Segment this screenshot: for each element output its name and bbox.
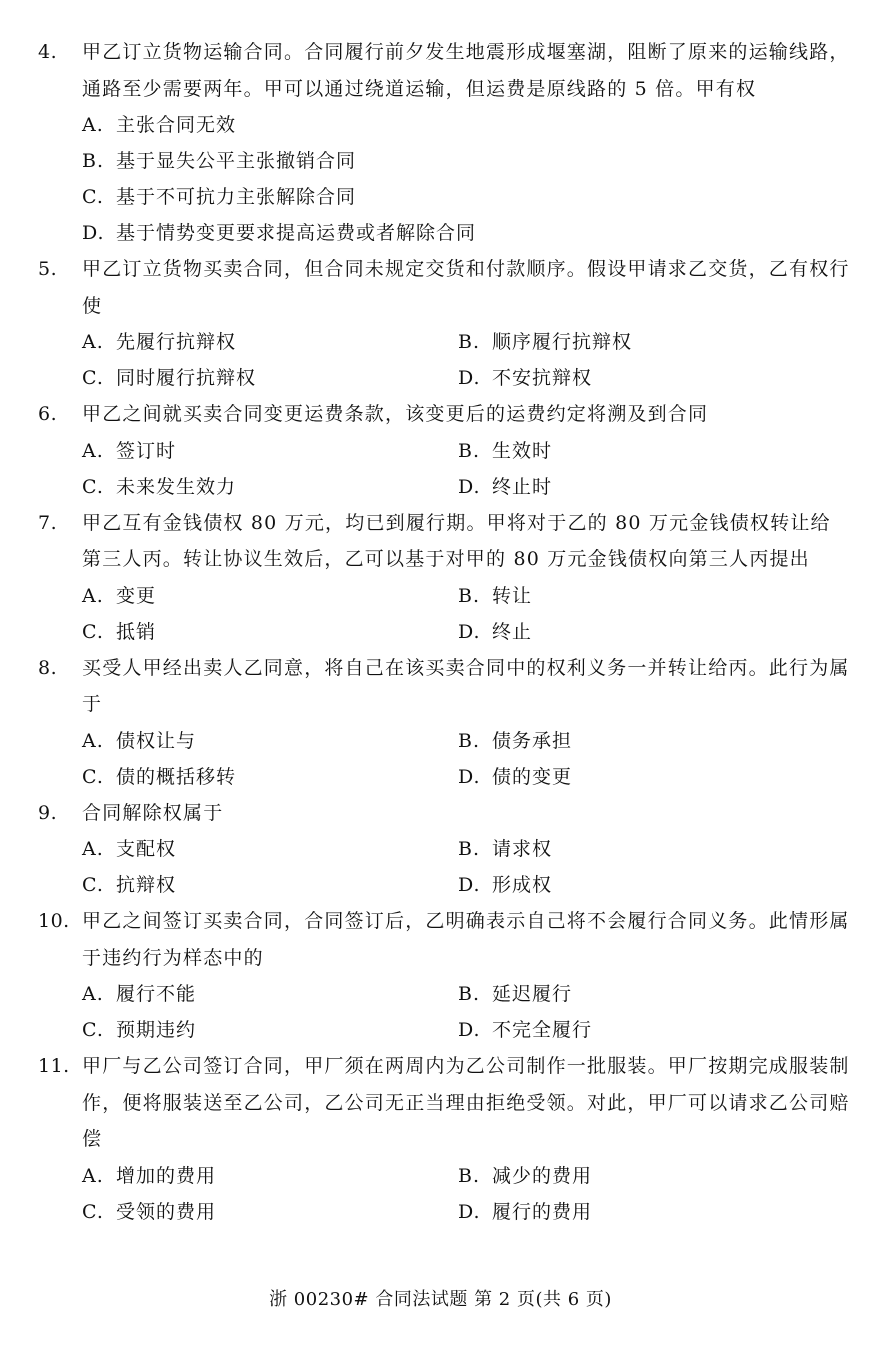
option-list bbox=[30, 976, 850, 1048]
option-text: 不安抗辩权 bbox=[492, 367, 593, 389]
option-letter: D. bbox=[458, 620, 481, 643]
option-b bbox=[458, 976, 834, 1012]
option-letter: D. bbox=[82, 222, 105, 244]
option-c bbox=[82, 759, 458, 795]
option-text: 先履行抗辩权 bbox=[116, 331, 237, 353]
option-text: 履行的费用 bbox=[492, 1200, 593, 1223]
question-9 bbox=[30, 795, 850, 904]
option-list bbox=[30, 1158, 850, 1230]
option-list bbox=[30, 723, 850, 795]
question-5 bbox=[30, 251, 850, 396]
option-text: 主张合同无效 bbox=[116, 114, 237, 136]
option-letter: A. bbox=[82, 439, 104, 462]
option-letter: C. bbox=[82, 475, 104, 498]
question-number: 4. bbox=[38, 41, 58, 63]
question-number: 10. bbox=[38, 910, 70, 932]
option-a bbox=[82, 976, 458, 1012]
option-text: 减少的费用 bbox=[492, 1164, 593, 1187]
option-text: 签订时 bbox=[116, 439, 177, 462]
option-letter: B. bbox=[458, 331, 481, 353]
option-text: 基于情势变更要求提高运费或者解除合同 bbox=[116, 222, 477, 244]
question-6 bbox=[30, 396, 850, 505]
option-letter: A. bbox=[82, 584, 104, 607]
option-a bbox=[82, 831, 458, 867]
question-list bbox=[30, 34, 850, 1230]
option-letter: B. bbox=[458, 1164, 481, 1187]
option-text: 请求权 bbox=[492, 838, 553, 860]
option-list bbox=[30, 578, 850, 650]
question-stem: 甲乙互有金钱债权 80 万元，均已到履行期。甲将对于乙的 80 万元金钱债权转让给第三人丙。转让协议生效后，乙可以基于对甲的 80 万元金钱债权向第三人丙提出 bbox=[82, 511, 831, 570]
option-letter: B. bbox=[458, 838, 481, 860]
option-text: 基于显失公平主张撤销合同 bbox=[116, 150, 357, 172]
option-text: 形成权 bbox=[492, 874, 553, 896]
option-letter: B. bbox=[458, 729, 481, 752]
question-number: 8. bbox=[38, 656, 58, 679]
option-c bbox=[82, 867, 458, 903]
option-a bbox=[82, 324, 458, 360]
option-letter: A. bbox=[82, 114, 104, 136]
option-text: 不完全履行 bbox=[492, 1019, 593, 1041]
question-number: 6. bbox=[38, 403, 58, 425]
question-number: 11. bbox=[38, 1055, 70, 1077]
question-stem: 甲乙订立货物运输合同。合同履行前夕发生地震形成堰塞湖，阻断了原来的运输线路，通路至少需要两年。甲可以通过绕道运输，但运费是原线路的 5 倍。甲有权 bbox=[82, 41, 850, 100]
option-a bbox=[82, 578, 458, 614]
option-letter: B. bbox=[458, 983, 481, 1005]
question-10 bbox=[30, 903, 850, 1048]
question-7 bbox=[30, 505, 850, 650]
option-letter: A. bbox=[82, 838, 104, 860]
option-c bbox=[82, 1012, 458, 1048]
question-stem: 合同解除权属于 bbox=[82, 801, 224, 824]
option-letter: D. bbox=[458, 1019, 481, 1041]
option-text: 债的变更 bbox=[492, 765, 573, 788]
option-text: 转让 bbox=[492, 584, 533, 607]
option-letter: A. bbox=[82, 1164, 104, 1187]
question-11 bbox=[30, 1048, 850, 1230]
option-text: 延迟履行 bbox=[492, 983, 573, 1005]
option-text: 终止时 bbox=[492, 475, 553, 498]
option-letter: A. bbox=[82, 729, 104, 752]
option-letter: C. bbox=[82, 367, 104, 389]
option-letter: D. bbox=[458, 475, 481, 498]
option-d bbox=[458, 1194, 834, 1230]
option-d bbox=[458, 469, 834, 505]
option-c bbox=[82, 1194, 458, 1230]
option-d bbox=[458, 360, 834, 396]
option-d bbox=[82, 215, 850, 251]
option-letter: C. bbox=[82, 186, 104, 208]
option-letter: C. bbox=[82, 874, 104, 896]
option-letter: B. bbox=[458, 439, 481, 462]
option-letter: C. bbox=[82, 1200, 104, 1223]
option-text: 变更 bbox=[116, 584, 157, 607]
question-8 bbox=[30, 650, 850, 795]
option-text: 终止 bbox=[492, 620, 533, 643]
option-d bbox=[458, 759, 834, 795]
option-text: 债权让与 bbox=[116, 729, 197, 752]
option-letter: C. bbox=[82, 765, 104, 788]
question-stem: 买受人甲经出卖人乙同意，将自己在该买卖合同中的权利义务一并转让给丙。此行为属于 bbox=[82, 656, 850, 715]
option-c bbox=[82, 614, 458, 650]
option-b bbox=[458, 1158, 834, 1194]
option-letter: B. bbox=[458, 584, 481, 607]
option-text: 基于不可抗力主张解除合同 bbox=[116, 186, 357, 208]
option-letter: A. bbox=[82, 983, 104, 1005]
option-d bbox=[458, 614, 834, 650]
option-letter: C. bbox=[82, 620, 104, 643]
option-text: 生效时 bbox=[492, 439, 553, 462]
question-4 bbox=[30, 34, 850, 251]
option-letter: D. bbox=[458, 1200, 481, 1223]
option-text: 抵销 bbox=[116, 620, 157, 643]
option-b bbox=[458, 831, 834, 867]
option-c bbox=[82, 179, 850, 215]
option-text: 未来发生效力 bbox=[116, 475, 237, 498]
option-b bbox=[458, 723, 834, 759]
question-stem: 甲厂与乙公司签订合同，甲厂须在两周内为乙公司制作一批服装。甲厂按期完成服装制作，便将服装送至乙公司，乙公司无正当理由拒绝受领。对此，甲厂可以请求乙公司赔偿 bbox=[82, 1055, 850, 1150]
option-list bbox=[30, 433, 850, 505]
question-stem: 甲乙之间就买卖合同变更运费条款，该变更后的运费约定将溯及到合同 bbox=[82, 403, 709, 425]
option-list bbox=[30, 107, 850, 251]
option-list bbox=[30, 324, 850, 396]
option-text: 受领的费用 bbox=[116, 1200, 217, 1223]
option-text: 同时履行抗辩权 bbox=[116, 367, 257, 389]
option-letter: D. bbox=[458, 874, 481, 896]
option-c bbox=[82, 469, 458, 505]
option-letter: B. bbox=[82, 150, 105, 172]
page-footer: 浙 00230# 合同法试题 第 2 页(共 6 页) bbox=[269, 1289, 612, 1310]
question-stem: 甲乙之间签订买卖合同，合同签订后，乙明确表示自己将不会履行合同义务。此情形属于违约行为样态中的 bbox=[82, 910, 850, 969]
option-text: 顺序履行抗辩权 bbox=[492, 331, 633, 353]
option-c bbox=[82, 360, 458, 396]
option-text: 增加的费用 bbox=[116, 1164, 217, 1187]
option-d bbox=[458, 1012, 834, 1048]
option-a bbox=[82, 1158, 458, 1194]
option-text: 支配权 bbox=[116, 838, 177, 860]
option-letter: C. bbox=[82, 1019, 104, 1041]
option-letter: A. bbox=[82, 331, 104, 353]
option-b bbox=[458, 433, 834, 469]
option-b bbox=[458, 324, 834, 360]
question-stem: 甲乙订立货物买卖合同，但合同未规定交货和付款顺序。假设甲请求乙交货，乙有权行使 bbox=[82, 258, 850, 317]
option-a bbox=[82, 433, 458, 469]
question-number: 9. bbox=[38, 801, 58, 824]
option-d bbox=[458, 867, 834, 903]
option-text: 债的概括移转 bbox=[116, 765, 237, 788]
option-text: 履行不能 bbox=[116, 983, 197, 1005]
question-number: 7. bbox=[38, 511, 58, 534]
option-a bbox=[82, 723, 458, 759]
option-letter: D. bbox=[458, 367, 481, 389]
option-a bbox=[82, 107, 850, 143]
question-number: 5. bbox=[38, 258, 58, 280]
option-letter: D. bbox=[458, 765, 481, 788]
option-text: 债务承担 bbox=[492, 729, 573, 752]
option-list bbox=[30, 831, 850, 903]
option-text: 预期违约 bbox=[116, 1019, 197, 1041]
option-text: 抗辩权 bbox=[116, 874, 177, 896]
option-b bbox=[82, 143, 850, 179]
option-b bbox=[458, 578, 834, 614]
